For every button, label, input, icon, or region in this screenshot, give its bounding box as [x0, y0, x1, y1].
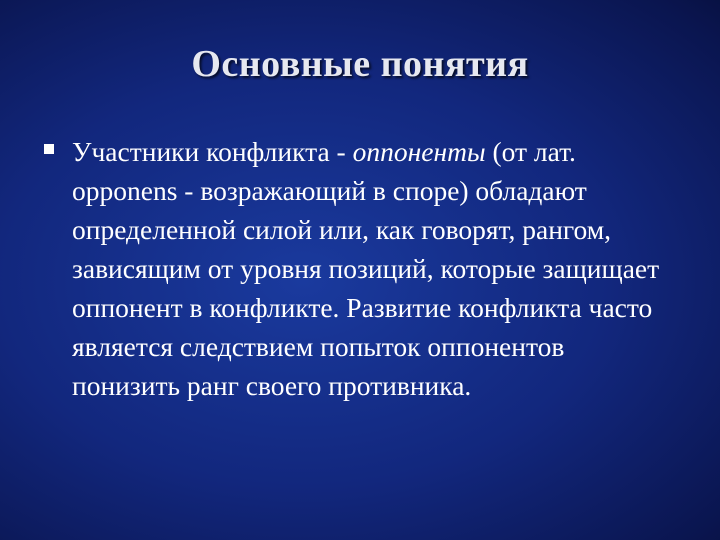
bullet-text-before: Участники конфликта - [72, 136, 353, 167]
bullet-text-italic-term: оппоненты [352, 136, 486, 167]
bullet-text-after: (от лат. opponens - возражающий в споре) обладают определенной силой или, как говорят, рангом, зависящим от уровня позиций, которые защищает оппонент в конфликте. Развитие конфликта часто является следствием попыток оппонентов понизить ранг своего противника. [72, 136, 660, 401]
slide-title: Основные понятия [191, 43, 529, 85]
bullet-list [36, 132, 666, 405]
square-bullet-icon [44, 144, 54, 154]
bullet-item [36, 132, 666, 405]
